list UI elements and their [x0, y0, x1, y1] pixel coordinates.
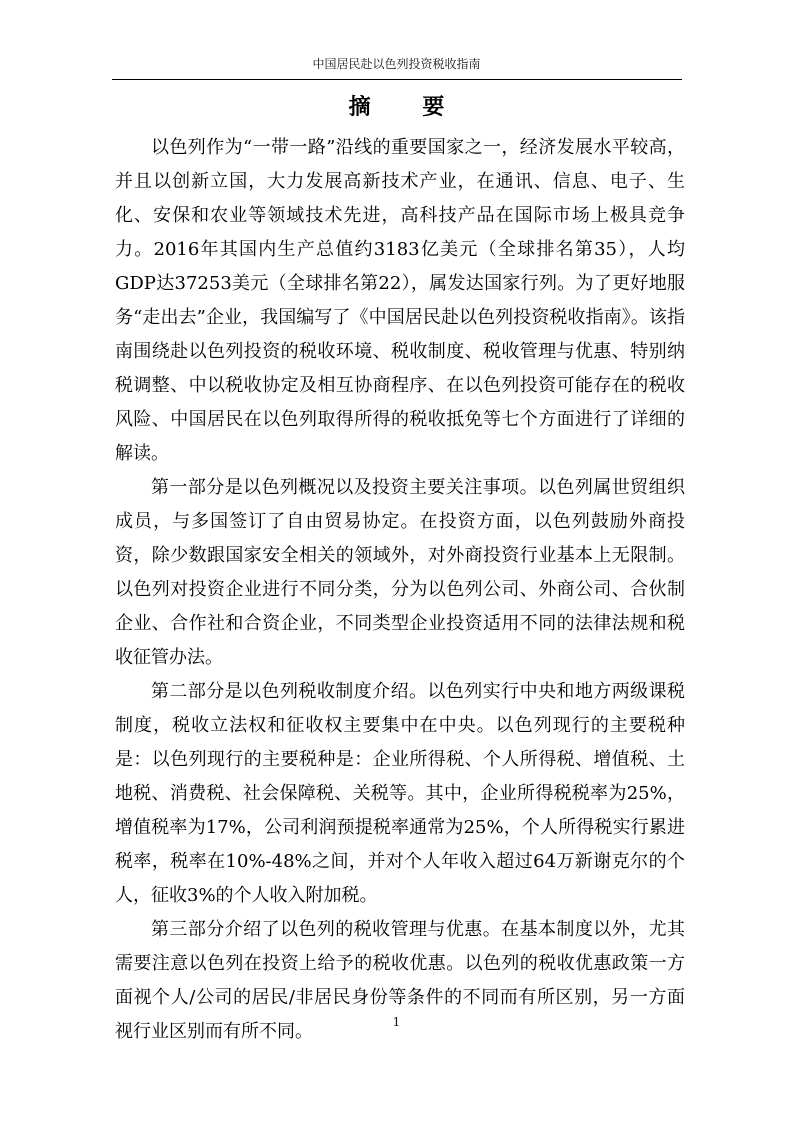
paragraph-intro: 以色列作为“一带一路”沿线的重要国家之一，经济发展水平较高，并且以创新立国，大力发展高新技术产业，在通讯、信息、电子、生化、安保和农业等领域技术先进，高科技产品在国际市场上极具竞争力。2016年其国内生产总值约3183亿美元（全球排名第35），人均GDP达37253美元（全球排名第22），属发达国家行列。为了更好地服务“走出去”企业，我国编写了《中国居民赴以色列投资税收指南》。该指南围绕赴以色列投资的税收环境、税收制度、税收管理与优惠、特别纳税调整、中以税收协定及相互协商程序、在以色列投资可能存在的税收风险、中国居民在以色列取得所得的税收抵免等七个方面进行了详细的解读。: [115, 137, 685, 464]
paragraph-part-two: 第二部分是以色列税收制度介绍。以色列实行中央和地方两级课税制度，税收立法权和征收权主要集中在中央。以色列现行的主要税种是：以色列现行的主要税种是：企业所得税、个人所得税、增值税、土地税、消费税、社会保障税、关税等。其中，企业所得税税率为25%，增值税率为17%，公司利润预提税率通常为25%，个人所得税实行累进税率，税率在10%-48%之间，并对个人年收入超过64万新谢克尔的个人，征收3%的个人收入附加税。: [115, 681, 685, 906]
page-title: 摘 要: [348, 95, 467, 120]
paragraph-part-one: 第一部分是以色列概况以及投资主要关注事项。以色列属世贸组织成员，与多国签订了自由贸易协定。在投资方面，以色列鼓励外商投资，除少数跟国家安全相关的领域外，对外商投资行业基本上无限制。以色列对投资企业进行不同分类，分为以色列公司、外商公司、合伙制企业、合作社和合资企业，不同类型企业投资适用不同的法律法规和税收征管办法。: [115, 477, 685, 668]
paragraph-part-three: 第三部分介绍了以色列的税收管理与优惠。在基本制度以外，尤其需要注意以色列在投资上给予的税收优惠。以色列的税收优惠政策一方面视个人/公司的居民/非居民身份等条件的不同而有所区别，另一方面视行业区别而有所不同。: [115, 919, 685, 1042]
abstract-body: [115, 131, 685, 1049]
header-rule: [112, 79, 682, 80]
running-header: 中国居民赴以色列投资税收指南: [312, 57, 481, 71]
page-number: 1: [392, 1015, 401, 1029]
